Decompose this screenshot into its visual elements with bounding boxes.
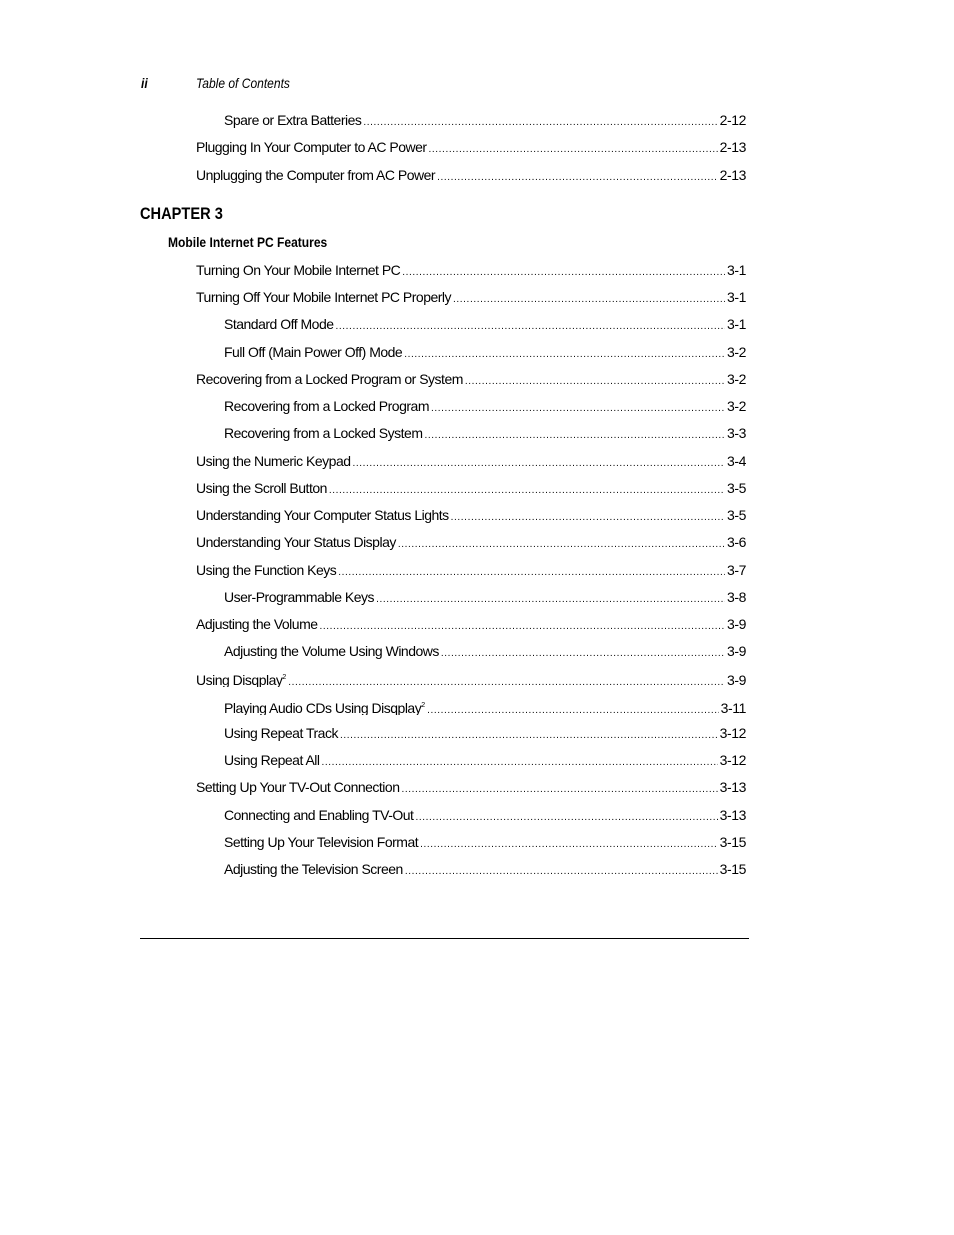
dot-leader [322, 754, 718, 769]
toc-entry-title [224, 397, 429, 415]
toc-entry-title-text: Using the Function Keys [196, 562, 337, 578]
toc-entry-page: 3-9 [726, 672, 746, 687]
toc-entry-title [196, 370, 463, 388]
toc-entry-title-text: User-Programmable Keys [224, 589, 375, 605]
toc-entry[interactable] [196, 370, 746, 388]
toc-entry-title [196, 669, 286, 687]
toc-entry[interactable] [224, 833, 746, 851]
dot-leader [441, 645, 725, 660]
toc-entry[interactable] [224, 697, 746, 715]
toc-entry-title [224, 697, 425, 715]
toc-entry-page: 3-5 [726, 507, 746, 523]
toc-entry-title-text: Using Disqplay [196, 672, 283, 687]
toc-entry-page: 3-7 [726, 562, 746, 578]
toc-entry-title-text: Using Repeat All [224, 752, 320, 768]
toc-entry-title-text: Spare or Extra Batteries [224, 112, 362, 128]
dot-leader [338, 564, 725, 579]
toc-entry[interactable] [224, 642, 746, 660]
dot-leader [427, 702, 718, 715]
toc-entry-title [224, 315, 334, 333]
toc-entry-title-text: Understanding Your Status Display [196, 534, 396, 550]
dot-leader [398, 536, 725, 551]
footer-rule [140, 938, 749, 939]
toc-entry-title [196, 506, 449, 524]
dot-leader [340, 727, 718, 742]
toc-entry-page: 3-3 [726, 425, 746, 441]
toc-entry-title-text: Connecting and Enabling TV-Out [224, 807, 414, 823]
dot-leader [465, 373, 725, 388]
toc-entry-page: 3-15 [719, 834, 746, 850]
toc-entry-title [224, 724, 338, 742]
dot-leader [420, 836, 717, 851]
dot-leader [424, 427, 724, 442]
toc-entry[interactable] [196, 561, 746, 579]
toc-entry-page: 3-11 [720, 700, 746, 715]
dot-leader [429, 141, 718, 156]
toc-entry-title [196, 288, 451, 306]
toc-entry-title-text: Setting Up Your Television Format [224, 834, 419, 850]
dot-leader [405, 863, 718, 878]
dot-leader [336, 318, 725, 333]
toc-entry-title [224, 833, 418, 851]
toc-entry-title-text: Turning On Your Mobile Internet PC [196, 262, 401, 278]
dot-leader [404, 346, 725, 361]
toc-entry-title [196, 261, 400, 279]
toc-entry-title [196, 615, 318, 633]
dot-leader [329, 482, 725, 497]
toc-entry-page: 3-13 [719, 807, 746, 823]
dot-leader [415, 809, 717, 824]
dot-leader [376, 591, 725, 606]
toc-entry-page: 3-2 [726, 398, 746, 414]
superscript: 2 [421, 702, 426, 709]
toc-entry[interactable] [196, 452, 746, 470]
dot-leader [402, 264, 725, 279]
toc-entry-title-text: Adjusting the Volume Using Windows [224, 643, 439, 659]
toc-entry-page: 2-13 [719, 139, 746, 155]
running-title: Table of Contents [196, 75, 290, 91]
dot-leader [288, 674, 725, 687]
chapter-title: Mobile Internet PC Features [168, 234, 328, 250]
toc-entry-title [224, 588, 374, 606]
toc-entry[interactable] [224, 806, 746, 824]
toc-entry-page: 3-2 [726, 344, 746, 360]
toc-entry-title-text: Turning Off Your Mobile Internet PC Properly [196, 289, 452, 305]
toc-entry-title-text: Using the Numeric Keypad [196, 453, 351, 469]
page-number: ii [141, 75, 148, 91]
toc-entry-title-text: Setting Up Your TV-Out Connection [196, 779, 400, 795]
toc-entry[interactable] [224, 724, 746, 742]
toc-entry-title [224, 343, 402, 361]
toc-entry[interactable] [196, 166, 746, 184]
toc-entry-title-text: Plugging In Your Computer to AC Power [196, 139, 427, 155]
toc-entry-page: 3-4 [726, 453, 746, 469]
toc-entry-title [196, 778, 400, 796]
toc-entry-title-text: Adjusting the Volume [196, 616, 318, 632]
toc-entry[interactable] [196, 669, 746, 687]
toc-entry-page: 3-2 [726, 371, 746, 387]
dot-leader [453, 291, 725, 306]
superscript: 2 [282, 674, 287, 681]
toc-entry-title-text: Unplugging the Computer from AC Power [196, 167, 436, 183]
toc-entry-page: 3-9 [726, 616, 746, 632]
toc-entry-title [224, 424, 422, 442]
toc-entry-title-text: Using Repeat Track [224, 725, 338, 741]
toc-entry-title-text: Understanding Your Computer Status Lights [196, 507, 449, 523]
toc-entry-title-text: Adjusting the Television Screen [224, 861, 403, 877]
toc-entry-page: 3-5 [726, 480, 746, 496]
dot-leader [353, 455, 725, 470]
chapter-heading: CHAPTER 3 [140, 204, 223, 223]
dot-leader [451, 509, 725, 524]
toc-entry-title-text: Standard Off Mode [224, 316, 334, 332]
dot-leader [363, 114, 717, 129]
toc-entry-title-text: Using the Scroll Button [196, 480, 327, 496]
toc-entry-title-text: Recovering from a Locked Program or System [196, 371, 463, 387]
toc-entry[interactable] [224, 860, 746, 878]
toc-entry[interactable] [224, 343, 746, 361]
toc-entry-title [224, 642, 439, 660]
toc-entry-title [224, 751, 320, 769]
toc-entry[interactable] [196, 261, 746, 279]
dot-leader [437, 169, 718, 184]
toc-entry[interactable] [196, 288, 746, 306]
toc-entry-page: 3-8 [726, 589, 746, 605]
toc-entry-title-text: Full Off (Main Power Off) Mode [224, 344, 403, 360]
toc-entry-page: 3-12 [719, 752, 746, 768]
toc-entry-page: 3-15 [719, 861, 746, 877]
toc-entry[interactable] [196, 778, 746, 796]
toc-entry-title [196, 533, 396, 551]
dot-leader [402, 781, 718, 796]
toc-entry-title [196, 452, 351, 470]
toc-entry-page: 3-1 [726, 289, 746, 305]
toc-entry-title-text: Recovering from a Locked System [224, 425, 423, 441]
toc-entry[interactable] [224, 424, 746, 442]
toc-entry[interactable] [196, 138, 746, 156]
toc-entry-page: 3-12 [719, 725, 746, 741]
toc-entry-page: 3-9 [726, 643, 746, 659]
toc-entry[interactable] [224, 315, 746, 333]
toc-entry-title [196, 479, 327, 497]
toc-entry-page: 3-1 [726, 316, 746, 332]
toc-entry-page: 3-6 [726, 534, 746, 550]
toc-entry[interactable] [224, 111, 746, 129]
toc-entry-title [224, 111, 361, 129]
toc-entry[interactable] [196, 506, 746, 524]
toc-entry[interactable] [196, 615, 746, 633]
toc-entry[interactable] [196, 533, 746, 551]
toc-entry-page: 3-13 [719, 779, 746, 795]
toc-entry-page: 3-1 [726, 262, 746, 278]
toc-entry[interactable] [224, 397, 746, 415]
dot-leader [431, 400, 725, 415]
toc-entry-title-text: Playing Audio CDs Using Disqplay [224, 700, 422, 715]
toc-entry[interactable] [224, 588, 746, 606]
toc-entry-title [196, 138, 427, 156]
dot-leader [320, 618, 725, 633]
toc-entry-title [196, 166, 435, 184]
toc-entry-title [224, 860, 403, 878]
toc-entry-title [224, 806, 413, 824]
toc-entry[interactable] [224, 751, 746, 769]
toc-entry-title [196, 561, 336, 579]
toc-entry-page: 2-13 [719, 167, 746, 183]
toc-entry[interactable] [196, 479, 746, 497]
toc-entry-page: 2-12 [719, 112, 746, 128]
toc-entry-title-text: Recovering from a Locked Program [224, 398, 429, 414]
